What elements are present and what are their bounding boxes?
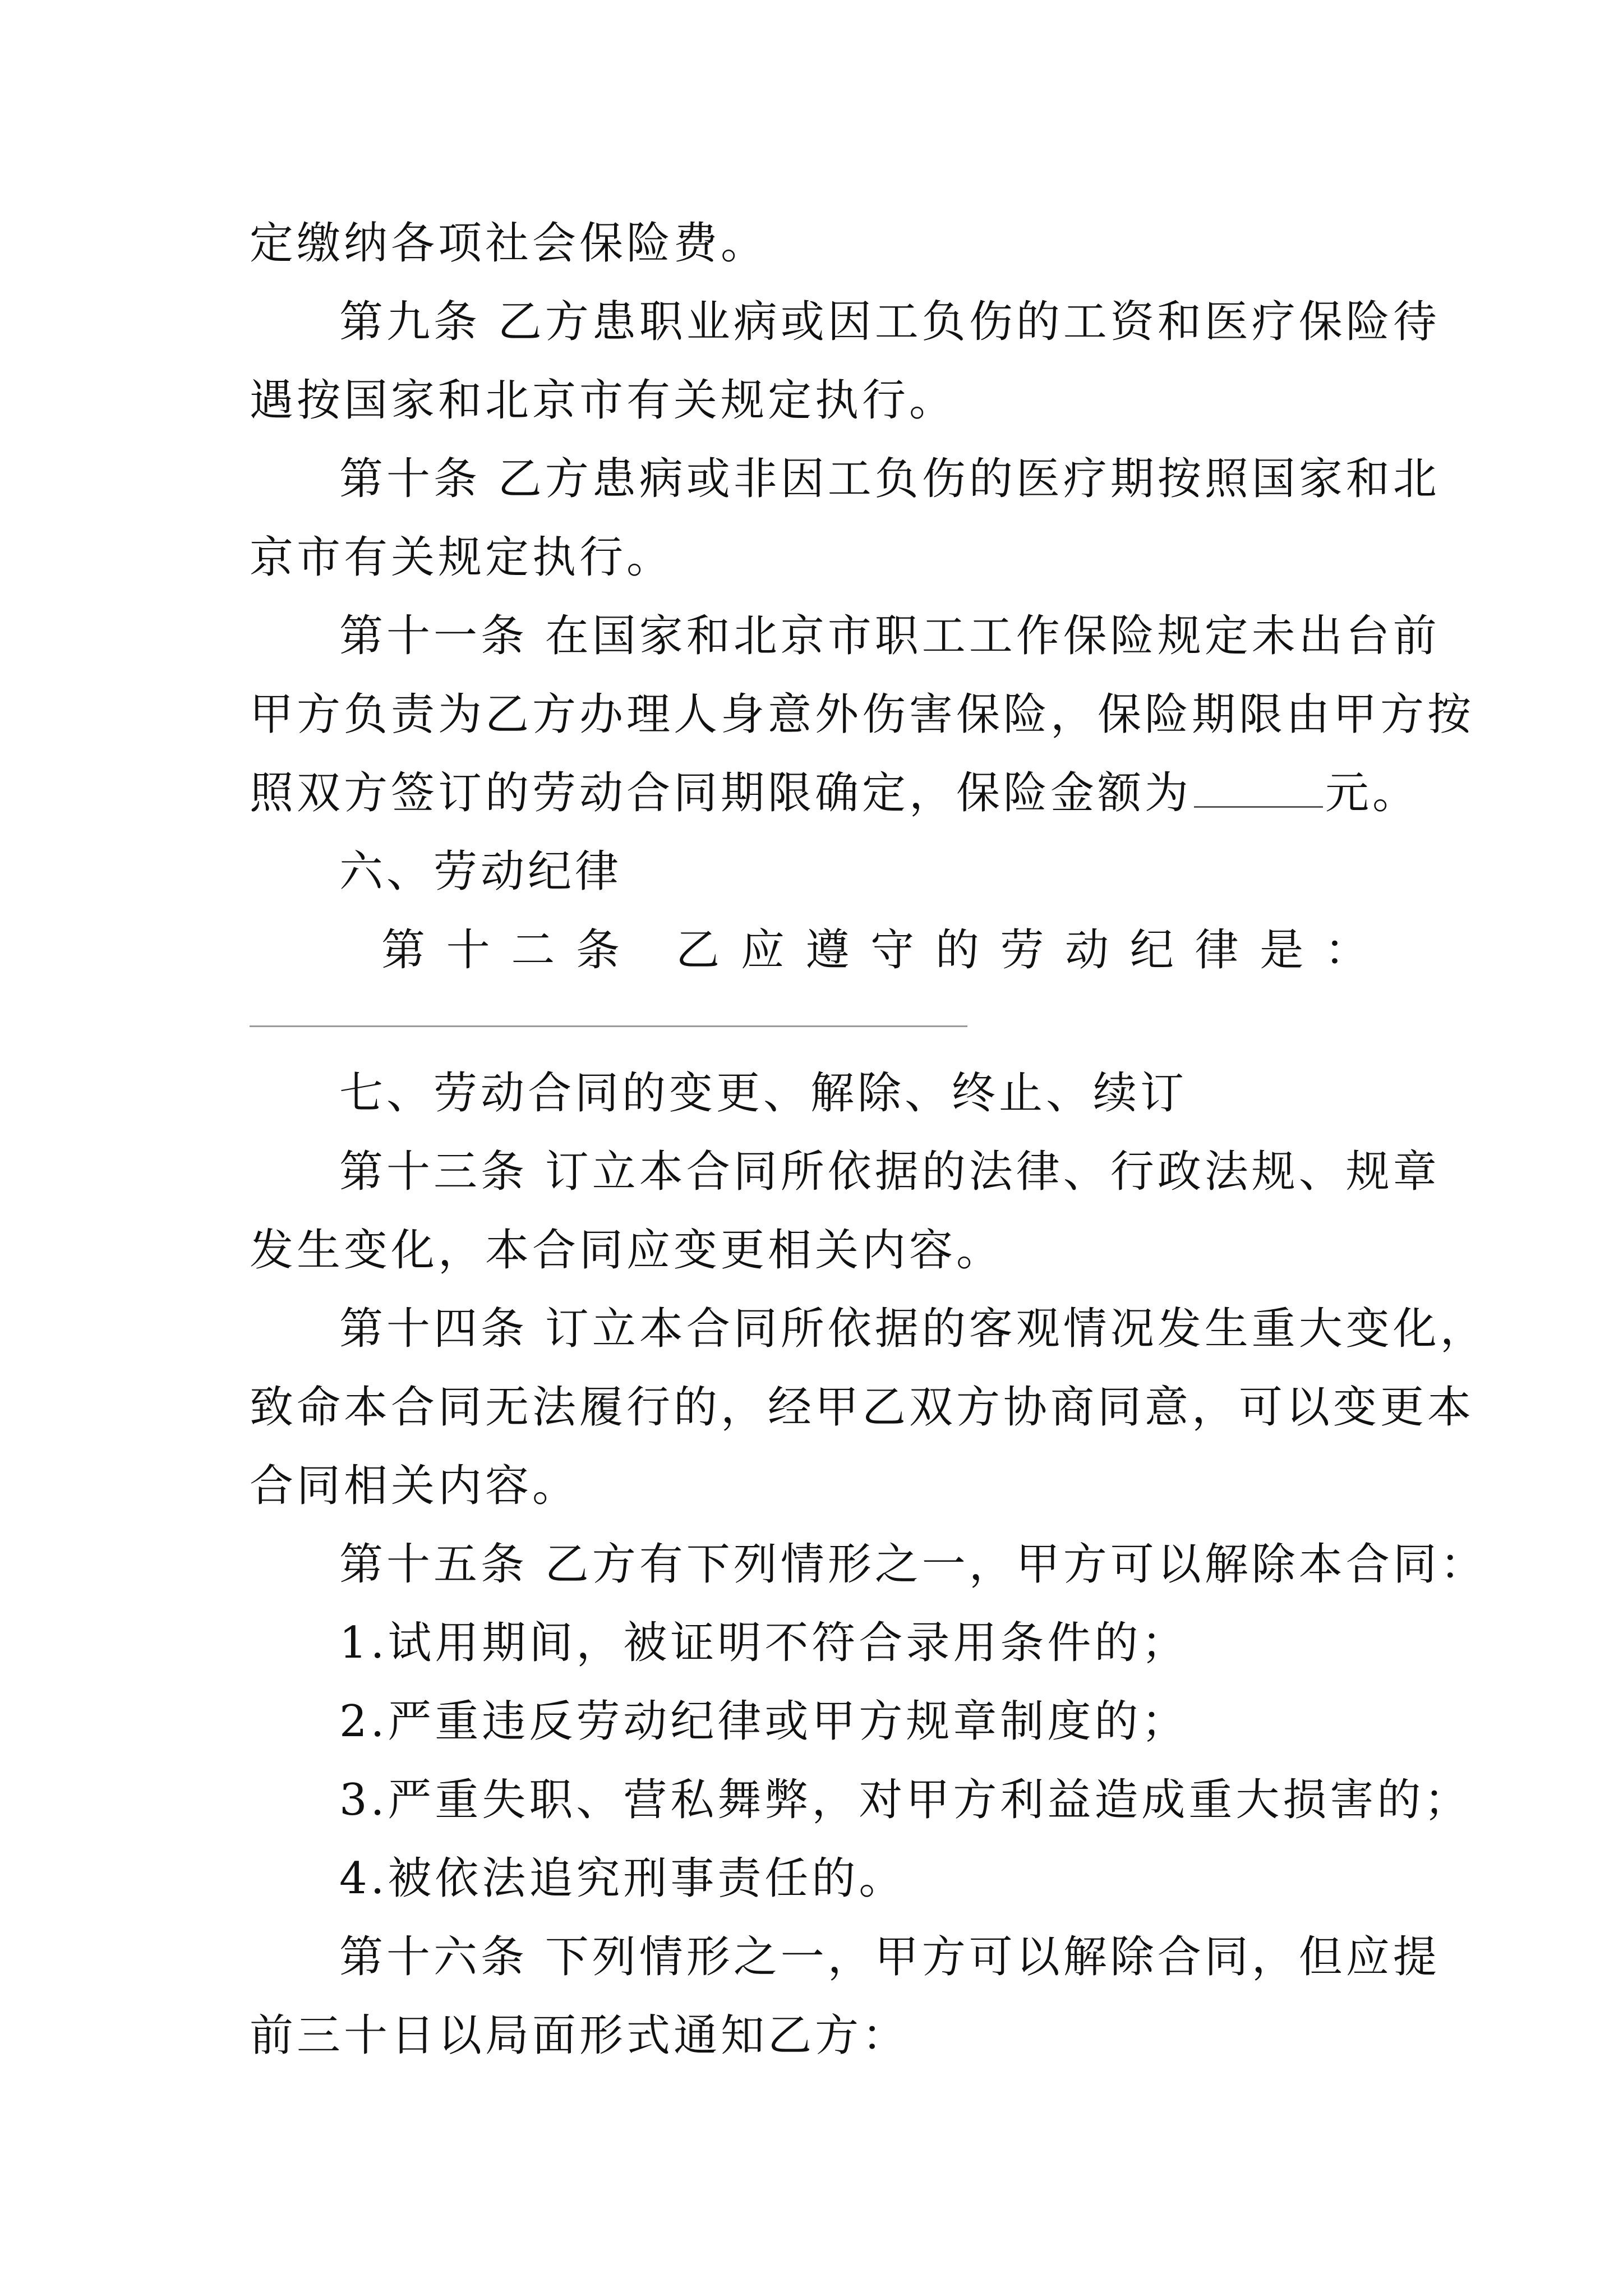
spread-char: 劳 xyxy=(1000,925,1044,976)
article-9-line-2: 遇按国家和北京市有关规定执行。 xyxy=(250,375,957,426)
spread-char: 乙 xyxy=(676,925,720,976)
spread-char xyxy=(641,928,655,972)
article-14-line-2: 致命本合同无法履行的，经甲乙双方协商同意，可以变更本 xyxy=(250,1382,1475,1433)
article-11-line-1: 第十一条 在国家和北京市职工工作保险规定未出台前 xyxy=(339,611,1440,661)
spread-char: 的 xyxy=(935,925,979,976)
section-6-heading: 六、劳动纪律 xyxy=(339,846,623,897)
article-11-line-3-text: 照双方签订的劳动合同期限确定，保险金额为 xyxy=(250,768,1192,818)
article-10-line-1: 第十条 乙方患病或非因工负伤的医疗期按照国家和北 xyxy=(339,454,1440,504)
article-15-line-1: 第十五条 乙方有下列情形之一，甲方可以解除本合同： xyxy=(339,1539,1487,1590)
spread-char: 纪 xyxy=(1129,925,1174,976)
spread-char: 是 xyxy=(1260,925,1304,976)
spread-char: 二 xyxy=(511,925,555,976)
article-15-item-2: 2.严重违反劳动纪律或甲方规章制度的； xyxy=(339,1696,1189,1747)
article-15-item-4: 4.被依法追究刑事责任的。 xyxy=(339,1853,906,1904)
article-15-item-3: 3.严重失职、营私舞弊，对甲方利益造成重大损害的； xyxy=(339,1775,1472,1825)
article-15-item-1: 1.试用期间，被证明不符合录用条件的； xyxy=(339,1618,1189,1668)
article-13-line-1: 第十三条 订立本合同所依据的法律、行政法规、规章 xyxy=(339,1147,1440,1197)
fill-in-blank-rule[interactable] xyxy=(250,1025,967,1027)
spread-char: 遵 xyxy=(805,925,850,976)
article-9-line-1: 第九条 乙方患职业病或因工负伤的工资和医疗保险待 xyxy=(339,297,1440,347)
spread-char: 应 xyxy=(740,925,785,976)
article-14-line-1: 第十四条 订立本合同所依据的客观情况发生重大变化， xyxy=(339,1304,1487,1354)
paragraph-line: 定缴纳各项社会保险费。 xyxy=(250,218,768,269)
insurance-amount-blank[interactable] xyxy=(1194,772,1323,808)
article-11-line-3 xyxy=(250,768,1420,818)
article-10-line-2: 京市有关规定执行。 xyxy=(250,532,674,583)
spread-char: 第 xyxy=(381,925,426,976)
article-16-line-2: 前三十日以局面形式通知乙方： xyxy=(250,2010,910,2061)
spread-char: 动 xyxy=(1065,925,1109,976)
article-16-line-1: 第十六条 下列情形之一，甲方可以解除合同，但应提 xyxy=(339,1932,1440,1982)
article-14-line-3: 合同相关内容。 xyxy=(250,1461,580,1511)
spread-char: 条 xyxy=(576,925,620,976)
article-13-line-2: 发生变化，本合同应变更相关内容。 xyxy=(250,1225,1004,1276)
spread-char: 十 xyxy=(446,925,490,976)
article-11-line-3-unit: 元。 xyxy=(1325,768,1420,818)
article-11-line-2: 甲方负责为乙方办理人身意外伤害保险，保险期限由甲方按 xyxy=(250,689,1475,740)
article-12-line xyxy=(381,925,1368,976)
spread-char: 守 xyxy=(870,925,915,976)
section-7-heading: 七、劳动合同的变更、解除、终止、续订 xyxy=(339,1068,1188,1119)
spread-char: 律 xyxy=(1195,925,1239,976)
spread-char: ： xyxy=(1324,925,1368,976)
